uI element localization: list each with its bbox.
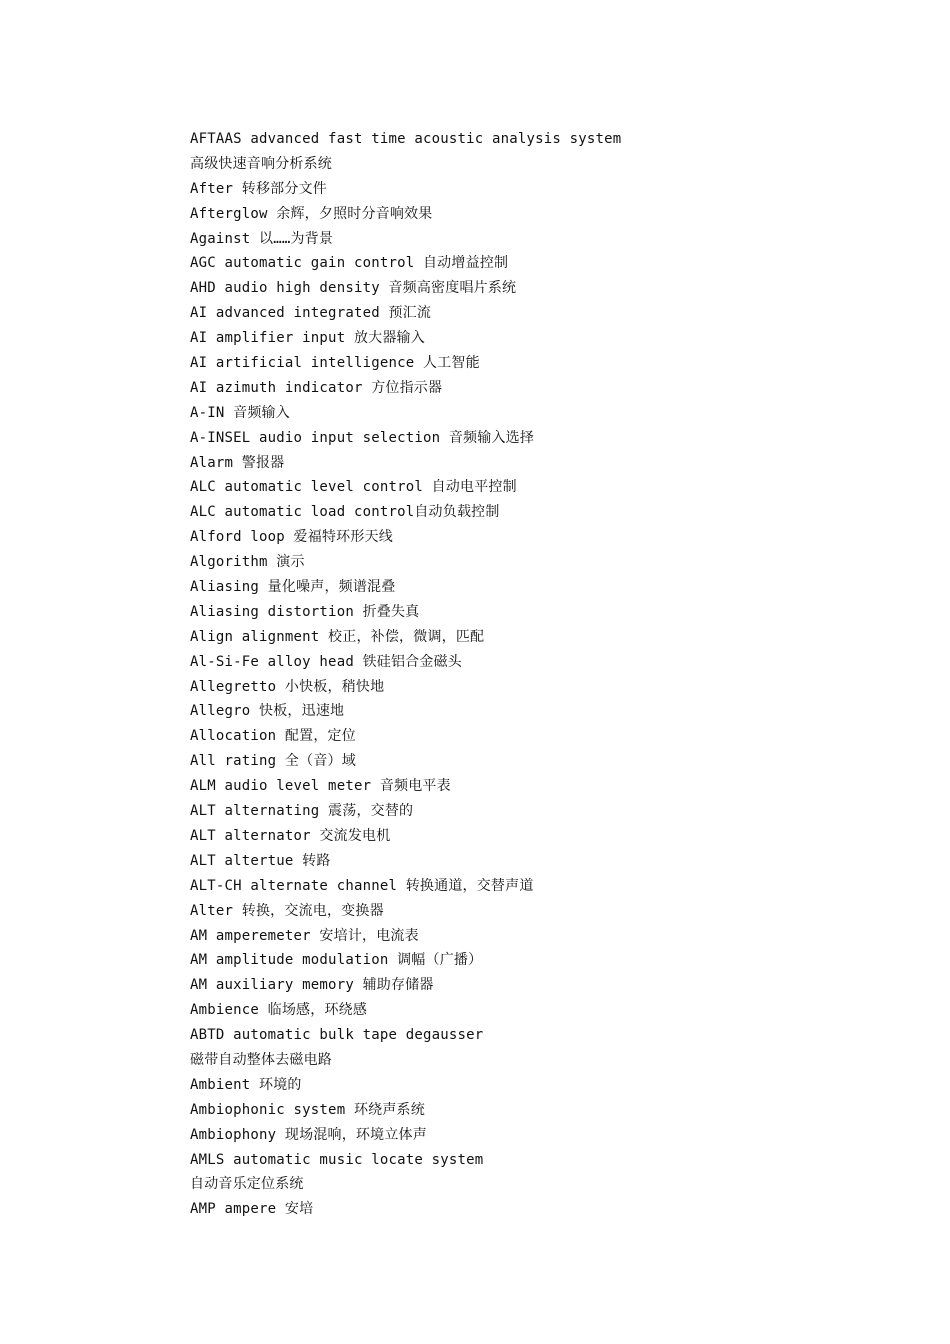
- glossary-line: Aliasing distortion 折叠失真: [190, 603, 420, 620]
- glossary-line: ALT-CH alternate channel 转换通道，交替声道: [190, 877, 534, 894]
- glossary-line: ALT alternating 震荡，交替的: [190, 803, 414, 820]
- glossary-line: AI amplifier input 放大器输入: [190, 330, 425, 347]
- glossary-line: Allocation 配置，定位: [190, 728, 356, 745]
- glossary-line: Al-Si-Fe alloy head 铁硅铝合金磁头: [190, 653, 462, 670]
- glossary-line: AMLS automatic music locate system: [190, 1151, 484, 1168]
- glossary-line: 自动音乐定位系统: [190, 1176, 304, 1193]
- glossary-line: AI artificial intelligence 人工智能: [190, 355, 480, 372]
- glossary-line: 磁带自动整体去磁电路: [190, 1051, 332, 1068]
- glossary-line: Alter 转换，交流电，变换器: [190, 902, 384, 919]
- glossary-line: Against 以……为背景: [190, 230, 334, 247]
- glossary-line: Ambiophony 现场混响，环境立体声: [190, 1126, 427, 1143]
- glossary-line: Alford loop 爱福特环形天线: [190, 529, 393, 546]
- glossary-line: ALC automatic load control自动负载控制: [190, 504, 500, 521]
- glossary-line: Afterglow 余辉，夕照时分音响效果: [190, 205, 433, 222]
- glossary-line: A-INSEL audio input selection 音频输入选择: [190, 429, 535, 446]
- glossary-line: ALM audio level meter 音频电平表: [190, 778, 451, 795]
- glossary-line: Alarm 警报器: [190, 454, 285, 471]
- glossary-line: 高级快速音响分析系统: [190, 155, 332, 172]
- glossary-line: ALC automatic level control 自动电平控制: [190, 479, 517, 496]
- glossary-list: [190, 127, 890, 1222]
- glossary-line: Aliasing 量化噪声，频谱混叠: [190, 579, 396, 596]
- glossary-line: A-IN 音频输入: [190, 404, 290, 421]
- glossary-line: Allegretto 小快板，稍快地: [190, 678, 385, 695]
- glossary-line: Align alignment 校正，补偿，微调，匹配: [190, 628, 485, 645]
- glossary-line: Allegro 快板，迅速地: [190, 703, 345, 720]
- glossary-line: AI advanced integrated 预汇流: [190, 305, 432, 322]
- glossary-line: ABTD automatic bulk tape degausser: [190, 1027, 484, 1044]
- glossary-line: AMP ampere 安培: [190, 1201, 314, 1218]
- glossary-line: AM amperemeter 安培计，电流表: [190, 927, 419, 944]
- glossary-line: ALT altertue 转路: [190, 852, 331, 869]
- glossary-line: Ambience 临场感，环绕感: [190, 1002, 368, 1019]
- glossary-line: After 转移部分文件: [190, 180, 327, 197]
- glossary-line: AI azimuth indicator 方位指示器: [190, 379, 443, 396]
- glossary-line: Ambiophonic system 环绕声系统: [190, 1101, 425, 1118]
- glossary-line: AGC automatic gain control 自动增益控制: [190, 255, 509, 272]
- glossary-line: AM amplitude modulation 调幅（广播）: [190, 952, 483, 969]
- glossary-line: AFTAAS advanced fast time acoustic analysis system: [190, 131, 622, 147]
- glossary-line: AM auxiliary memory 辅助存储器: [190, 977, 434, 994]
- glossary-line: All rating 全（音）域: [190, 753, 356, 770]
- glossary-line: Algorithm 演示: [190, 554, 305, 571]
- glossary-line: Ambient 环境的: [190, 1076, 302, 1093]
- glossary-line: ALT alternator 交流发电机: [190, 827, 391, 844]
- glossary-line: AHD audio high density 音频高密度唱片系统: [190, 280, 517, 297]
